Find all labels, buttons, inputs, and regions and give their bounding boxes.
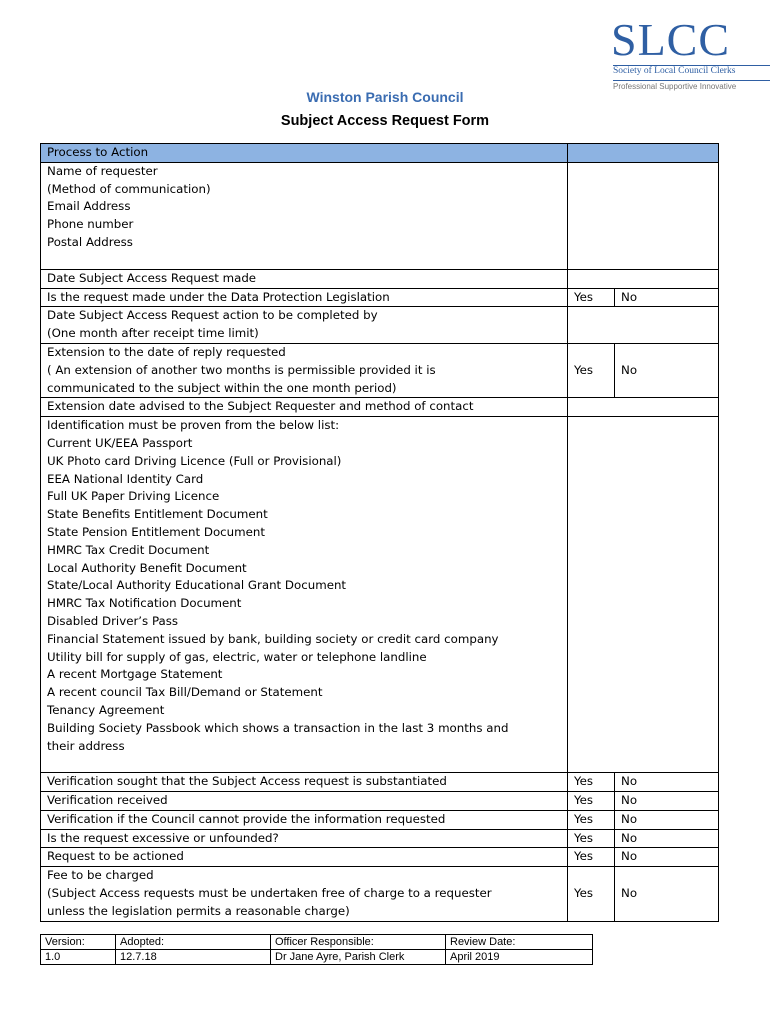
date-made-answer-cell[interactable]: [568, 269, 719, 288]
extension-cell: [41, 343, 568, 397]
row-date-made: [41, 269, 719, 288]
actioned-cell: Request to be actioned: [41, 848, 568, 867]
version-header-row: [41, 935, 593, 950]
requester-line: Name of requester: [47, 163, 158, 178]
requester-line: Email Address: [47, 199, 131, 214]
spacer: [47, 755, 561, 772]
id-line: A recent Mortgage Statement: [47, 667, 223, 682]
version-value-row: [41, 950, 593, 965]
table-header-row: [41, 144, 719, 163]
id-line: Current UK/EEA Passport: [47, 435, 193, 450]
yes-option[interactable]: Yes: [568, 829, 615, 848]
id-line: Full UK Paper Driving Licence: [47, 489, 220, 504]
date-made-cell: Date Subject Access Request made: [41, 269, 568, 288]
extension-date-answer-cell[interactable]: [568, 398, 719, 417]
row-extension-date: [41, 398, 719, 417]
fee-line: unless the legislation permits a reasonable charge): [47, 903, 350, 918]
id-line: Local Authority Benefit Document: [47, 560, 247, 575]
row-completion: [41, 307, 719, 344]
yes-option[interactable]: Yes: [568, 867, 615, 921]
completion-cell: [41, 307, 568, 344]
completion-answer-cell[interactable]: [568, 307, 719, 344]
id-line: EEA National Identity Card: [47, 471, 204, 486]
header-blank-cell: [568, 144, 719, 163]
requester-line: Phone number: [47, 217, 134, 232]
id-line: Utility bill for supply of gas, electric, water or telephone landline: [47, 649, 427, 664]
review-value: April 2019: [446, 950, 593, 965]
row-requester: [41, 162, 719, 269]
slcc-logo: [611, 14, 770, 94]
yes-option[interactable]: Yes: [568, 792, 615, 811]
row-identification: [41, 417, 719, 773]
id-line: HMRC Tax Notification Document: [47, 596, 242, 611]
id-line: HMRC Tax Credit Document: [47, 542, 210, 557]
id-line: Identification must be proven from the below list:: [47, 418, 340, 433]
logo-name: Society of Local Council Clerks: [613, 66, 736, 76]
requester-cell: [41, 162, 568, 269]
row-extension: [41, 343, 719, 397]
id-line: A recent council Tax Bill/Demand or Statement: [47, 685, 323, 700]
spacer: [47, 252, 561, 269]
requester-answer-cell[interactable]: [568, 162, 719, 269]
excessive-cell: Is the request excessive or unfounded?: [41, 829, 568, 848]
adopted-label: Adopted:: [116, 935, 271, 950]
row-verification-cannot: [41, 810, 719, 829]
id-line: their address: [47, 738, 125, 753]
logo-rule-2: [613, 80, 770, 81]
id-line: UK Photo card Driving Licence (Full or Provisional): [47, 453, 342, 468]
id-line: Tenancy Agreement: [47, 702, 165, 717]
form-title: Subject Access Request Form: [280, 113, 490, 129]
yes-option[interactable]: Yes: [568, 773, 615, 792]
yes-option[interactable]: Yes: [568, 343, 615, 397]
id-line: State Benefits Entitlement Document: [47, 507, 268, 522]
row-legislation: [41, 288, 719, 307]
verification-sought-cell: Verification sought that the Subject Access request is substantiated: [41, 773, 568, 792]
council-name: Winston Parish Council: [306, 89, 464, 105]
review-label: Review Date:: [446, 935, 593, 950]
requester-line: (Method of communication): [47, 181, 211, 196]
officer-label: Officer Responsible:: [271, 935, 446, 950]
verification-received-cell: Verification received: [41, 792, 568, 811]
no-option[interactable]: No: [615, 810, 719, 829]
id-line: Financial Statement issued by bank, building society or credit card company: [47, 631, 499, 646]
extension-line: Extension to the date of reply requested: [47, 344, 286, 359]
fee-line: Fee to be charged: [47, 868, 154, 883]
no-option[interactable]: No: [615, 867, 719, 921]
row-fee: [41, 867, 719, 921]
requester-line: Postal Address: [47, 234, 133, 249]
extension-line: ( An extension of another two months is permissible provided it is: [47, 362, 436, 377]
fee-cell: [41, 867, 568, 921]
fee-line: (Subject Access requests must be undertaken free of charge to a requester: [47, 886, 492, 901]
adopted-value: 12.7.18: [116, 950, 271, 965]
version-table: [40, 934, 593, 965]
completion-line: (One month after receipt time limit): [47, 326, 259, 341]
row-excessive: [41, 829, 719, 848]
identification-answer-cell[interactable]: [568, 417, 719, 773]
extension-line: communicated to the subject within the one month period): [47, 380, 397, 395]
logo-tagline: Professional Supportive Innovative: [613, 82, 737, 91]
version-label: Version:: [41, 935, 116, 950]
no-option[interactable]: No: [615, 288, 719, 307]
request-table: [40, 143, 719, 922]
no-option[interactable]: No: [615, 848, 719, 867]
no-option[interactable]: No: [615, 343, 719, 397]
header-cell: Process to Action: [41, 144, 568, 163]
extension-date-cell: Extension date advised to the Subject Requester and method of contact: [41, 398, 568, 417]
yes-option[interactable]: Yes: [568, 848, 615, 867]
row-actioned: [41, 848, 719, 867]
id-line: State Pension Entitlement Document: [47, 524, 265, 539]
verification-cannot-cell: Verification if the Council cannot provide the information requested: [41, 810, 568, 829]
yes-option[interactable]: Yes: [568, 810, 615, 829]
id-line: Disabled Driver’s Pass: [47, 613, 179, 628]
yes-option[interactable]: Yes: [568, 288, 615, 307]
version-value: 1.0: [41, 950, 116, 965]
row-verification-received: [41, 792, 719, 811]
legislation-cell: Is the request made under the Data Protection Legislation: [41, 288, 568, 307]
logo-acronym: SLCC: [611, 14, 731, 65]
row-verification-sought: [41, 773, 719, 792]
no-option[interactable]: No: [615, 829, 719, 848]
completion-line: Date Subject Access Request action to be completed by: [47, 308, 378, 323]
officer-value: Dr Jane Ayre, Parish Clerk: [271, 950, 446, 965]
no-option[interactable]: No: [615, 792, 719, 811]
no-option[interactable]: No: [615, 773, 719, 792]
id-line: State/Local Authority Educational Grant Document: [47, 578, 347, 593]
identification-cell: [41, 417, 568, 773]
id-line: Building Society Passbook which shows a transaction in the last 3 months and: [47, 720, 509, 735]
